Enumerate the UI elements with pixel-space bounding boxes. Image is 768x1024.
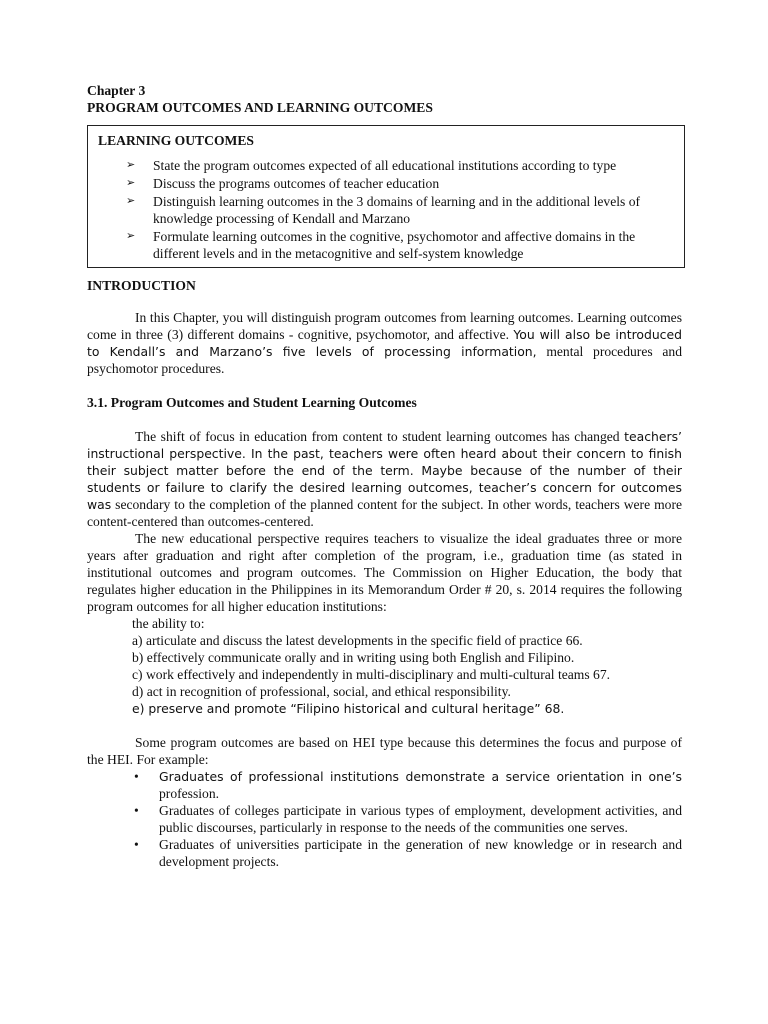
list-item: d) act in recognition of professional, social, and ethical responsibility. — [132, 684, 511, 699]
bullet-icon: • — [134, 803, 139, 818]
list-item: • Graduates of colleges participate in various types of employment, development activities, and public discourses, particularly in response to the needs of the communities one serves. — [134, 803, 682, 835]
new-perspective-paragraph: The new educational perspective requires teachers to visualize the ideal graduates three or more years after graduation and right after completion of the program, i.e., graduation time (as stated in institutional outcomes and program outcomes. The Commission on Higher Education, the body that regulates higher education in the Philippines in its Memorandum Order # 20, s. 2014 requires the following program outcomes for all higher education institutions: — [87, 531, 682, 614]
introduction-paragraph: In this Chapter, you will distinguish program outcomes from learning outcomes. Learning outcomes come in three (3) different domains - cognitive, psychomotor, and affective. You will also be introduced to Kendall’s and Marzano’s five levels of processing information, mental procedures and psychomotor procedures. — [87, 310, 682, 376]
arrow-bullet-icon: ➢ — [126, 177, 136, 189]
shift-of-focus-paragraph: The shift of focus in education from content to student learning outcomes has changed teachers’ instructional perspective. In the past, teachers were often heard about their concern to finish their subject matter before the end of the term. Maybe because of the number of their students or failure to clarify the desired learning outcomes, teacher’s concern for outcomes was secondary to the completion of the planned content for the subject. In other words, teachers were more content-centered than outcomes-centered. — [87, 429, 682, 529]
list-item: ➢ Formulate learning outcomes in the cognitive, psychomotor and affective domains in the different levels and in the metacognitive and self-system knowledge — [126, 229, 636, 261]
arrow-bullet-icon: ➢ — [126, 230, 136, 242]
abilities-intro: the ability to: — [132, 616, 205, 631]
list-item: a) articulate and discuss the latest developments in the specific field of practice 66. — [132, 633, 583, 648]
list-item: • Graduates of universities participate in the generation of new knowledge or in research and development projects. — [134, 837, 682, 869]
introduction-heading: INTRODUCTION — [87, 278, 196, 293]
list-item: ➢ Distinguish learning outcomes in the 3 domains of learning and in the additional levels of knowledge processing of Kendall and Marzano — [126, 194, 641, 226]
section-heading: 3.1. Program Outcomes and Student Learning Outcomes — [87, 395, 417, 410]
program-outcomes-list — [87, 615, 682, 717]
chapter-title: PROGRAM OUTCOMES AND LEARNING OUTCOMES — [87, 100, 433, 115]
bullet-icon: • — [134, 769, 139, 784]
list-item: • Graduates of professional institutions demonstrate a service orientation in one’s profession. — [134, 769, 682, 801]
chapter-number: Chapter 3 — [87, 83, 146, 98]
list-item: ➢ Discuss the programs outcomes of teacher education — [126, 176, 440, 191]
list-item: e) preserve and promote “Filipino historical and cultural heritage” 68. — [132, 701, 565, 716]
hei-examples-list — [87, 768, 682, 870]
bullet-icon: • — [134, 837, 139, 852]
arrow-bullet-icon: ➢ — [126, 159, 136, 171]
hei-type-paragraph: Some program outcomes are based on HEI type because this determines the focus and purpose of the HEI. For example: — [87, 735, 682, 767]
list-item: b) effectively communicate orally and in writing using both English and Filipino. — [132, 650, 575, 665]
list-item: ➢ State the program outcomes expected of all educational institutions according to type — [126, 158, 617, 173]
list-item: c) work effectively and independently in multi-disciplinary and multi-cultural teams 67. — [132, 667, 611, 682]
arrow-bullet-icon: ➢ — [126, 195, 136, 207]
learning-outcomes-list — [98, 157, 672, 262]
learning-outcomes-box — [87, 125, 685, 268]
learning-outcomes-heading: LEARNING OUTCOMES — [98, 133, 254, 148]
